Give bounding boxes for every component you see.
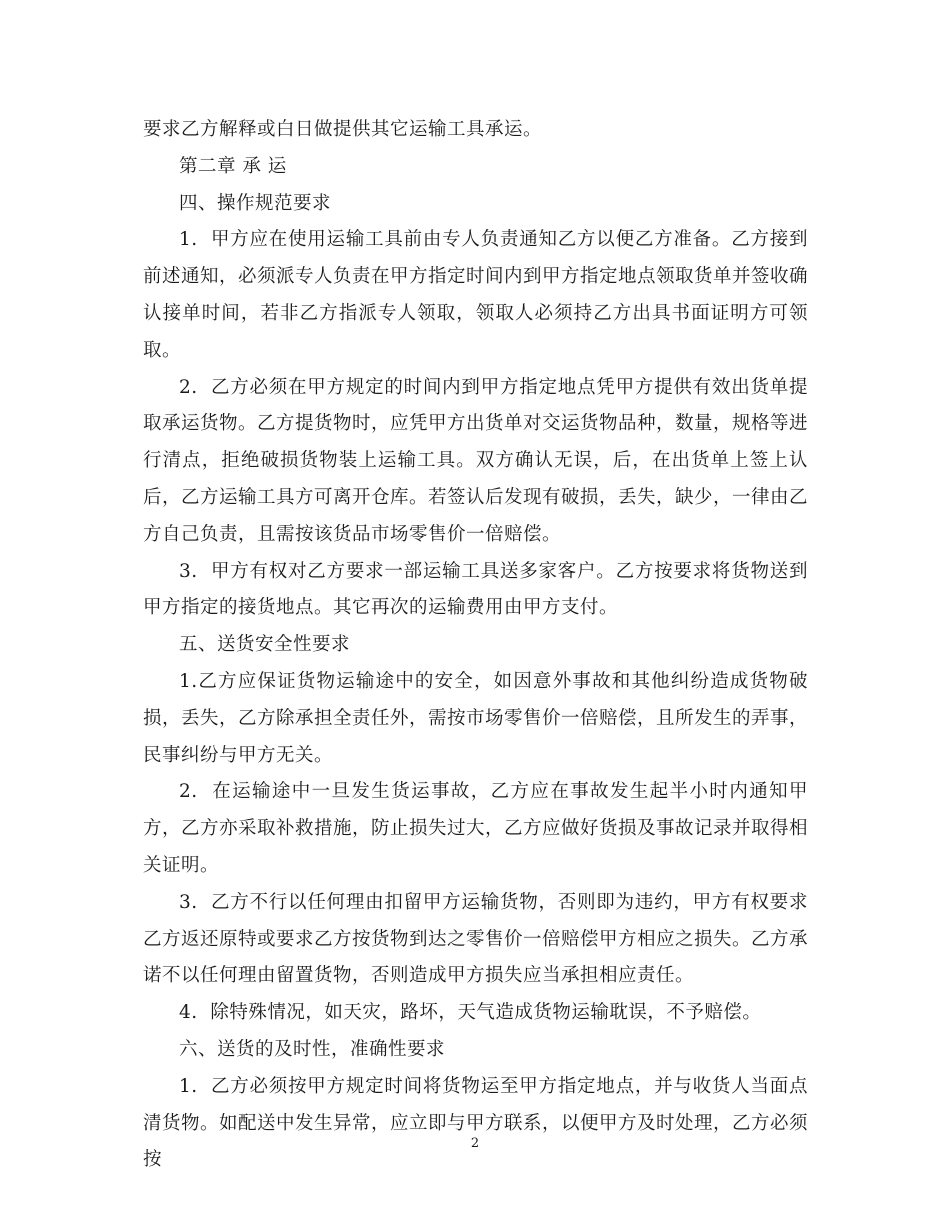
paragraph: 1. 甲方应在使用运输工具前由专人负责通知乙方以便乙方准备。乙方接到前述通知，必须派专人负责在甲方指定时间内到甲方指定地点领取货单并签收确认接单时间，若非乙方指派专人领取，领取人必须持乙方出具书面证明方可领取。 bbox=[143, 229, 809, 361]
page-number: 2 bbox=[470, 1136, 480, 1151]
chapter-heading: 第二章 承 运 bbox=[179, 155, 287, 177]
section-heading: 五、送货安全性要求 bbox=[179, 634, 351, 656]
paragraph: 2. 在运输途中一旦发生货运事故，乙方应在事故发生起半小时内通知甲方，乙方亦采取补救措施，防止损失过大，乙方应做好货损及事故记录并取得相关证明。 bbox=[143, 781, 809, 876]
section-heading: 四、操作规范要求 bbox=[179, 192, 332, 214]
paragraph: 3. 乙方不行以任何理由扣留甲方运输货物，否则即为违约，甲方有权要求乙方返还原特或要求乙方按货物到达之零售价一倍赔偿甲方相应之损失。乙方承诺不以任何理由留置货物，否则造成甲方损失应当承担相应责任。 bbox=[143, 891, 809, 987]
paragraph: 要求乙方解释或白日做提供其它运输工具承运。 bbox=[143, 119, 543, 140]
paragraph: 1. 乙方必须按甲方规定时间将货物运至甲方指定地点，并与收货人当面点清货物。如配送中发生异常，应立即与甲方联系，以便甲方及时处理，乙方必须按 bbox=[143, 1075, 809, 1171]
paragraph: 3. 甲方有权对乙方要求一部运输工具送多家客户。乙方按要求将货物送到甲方指定的接货地点。其它再次的运输费用由甲方支付。 bbox=[143, 560, 808, 619]
paragraph: 2. 乙方必须在甲方规定的时间内到甲方指定地点凭甲方提供有效出货单提取承运货物。乙方提货物时，应凭甲方出货单对交运货物品种，数量，规格等进行清点，拒绝破损货物装上运输工具。双方确认无误，后，在出货单上签上认后，乙方运输工具方可离开仓库。若签认后发现有破损，丢失，缺少，一律由乙方自己负责，且需按该货品市场零售价一倍赔偿。 bbox=[143, 376, 809, 545]
paragraph: 4. 除特殊情况，如天灾，路坏，天气造成货物运输耽误，不予赔偿。 bbox=[179, 1002, 762, 1024]
section-heading: 六、送货的及时性，准确性要求 bbox=[179, 1038, 446, 1060]
document-body bbox=[143, 112, 808, 1179]
paragraph: 1.乙方应保证货物运输途中的安全，如因意外事故和其他纠纷造成货物破损，丢失，乙方除承担全责任外，需按市场零售价一倍赔偿，且所发生的弄事，民事纠纷与甲方无关。 bbox=[143, 670, 809, 766]
